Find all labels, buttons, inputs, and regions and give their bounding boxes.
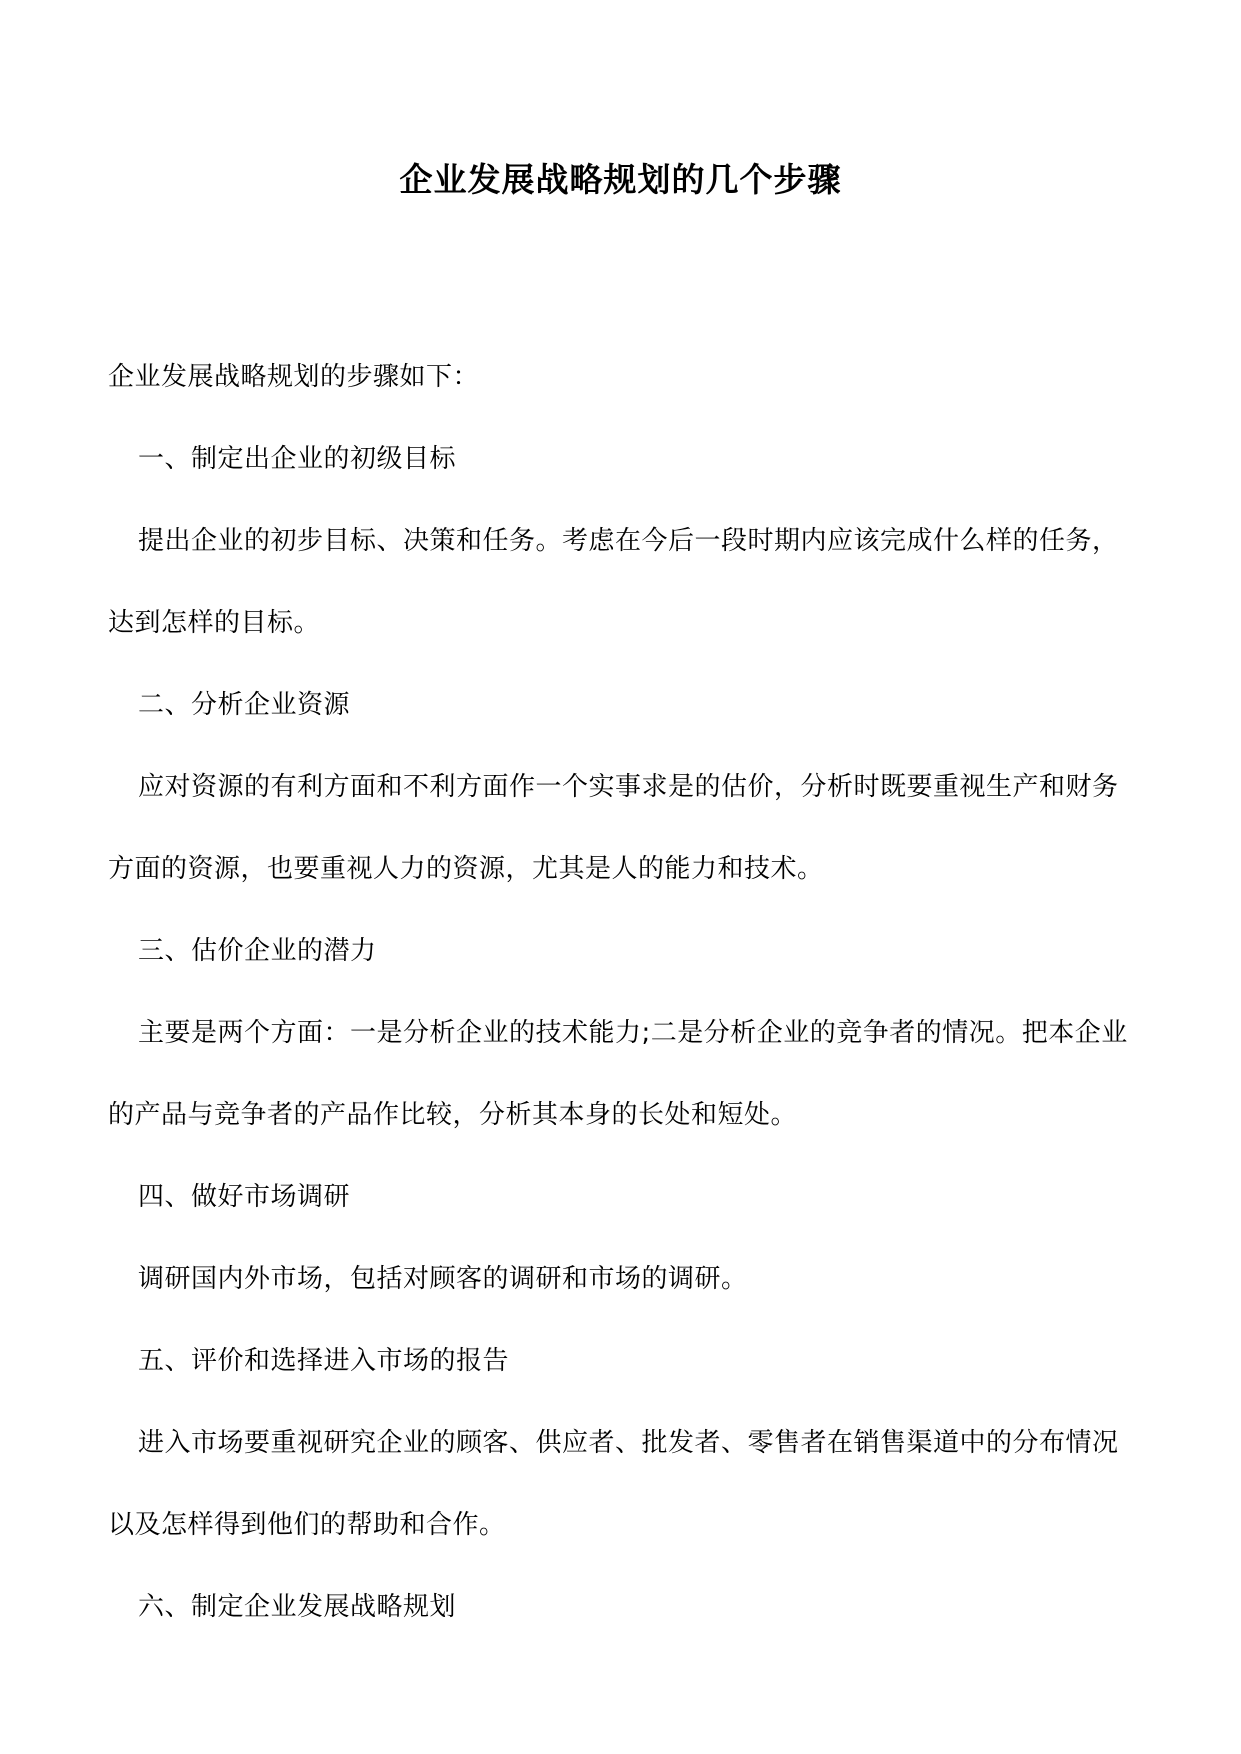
intro-paragraph: 企业发展战略规划的步骤如下： [108, 362, 480, 392]
section-heading-6: 六、制定企业发展战略规划 [138, 1592, 457, 1622]
section-body-4: 调研国内外市场，包括对顾客的调研和市场的调研。 [138, 1264, 748, 1294]
document-body [108, 336, 1138, 1648]
section-heading-5: 五、评价和选择进入市场的报告 [138, 1346, 510, 1376]
section-heading-2: 二、分析企业资源 [138, 690, 351, 720]
section-heading-3: 三、估价企业的潜力 [138, 936, 377, 966]
section-body-2: 应对资源的有利方面和不利方面作一个实事求是的估价，分析时既要重视生产和财务方面的资源，也要重视人力的资源，尤其是人的能力和技术。 [108, 772, 1119, 884]
section-body-3: 主要是两个方面：一是分析企业的技术能力;二是分析企业的竞争者的情况。把本企业的产品与竞争者的产品作比较，分析其本身的长处和短处。 [108, 1018, 1128, 1130]
section-heading-1: 一、制定出企业的初级目标 [138, 444, 457, 474]
section-body-5: 进入市场要重视研究企业的顾客、供应者、批发者、零售者在销售渠道中的分布情况以及怎样得到他们的帮助和合作。 [108, 1428, 1119, 1540]
section-heading-4: 四、做好市场调研 [138, 1182, 351, 1212]
section-body-1: 提出企业的初步目标、决策和任务。考虑在今后一段时期内应该完成什么样的任务，达到怎样的目标。 [108, 526, 1119, 638]
document-title: 企业发展战略规划的几个步骤 [399, 160, 842, 199]
